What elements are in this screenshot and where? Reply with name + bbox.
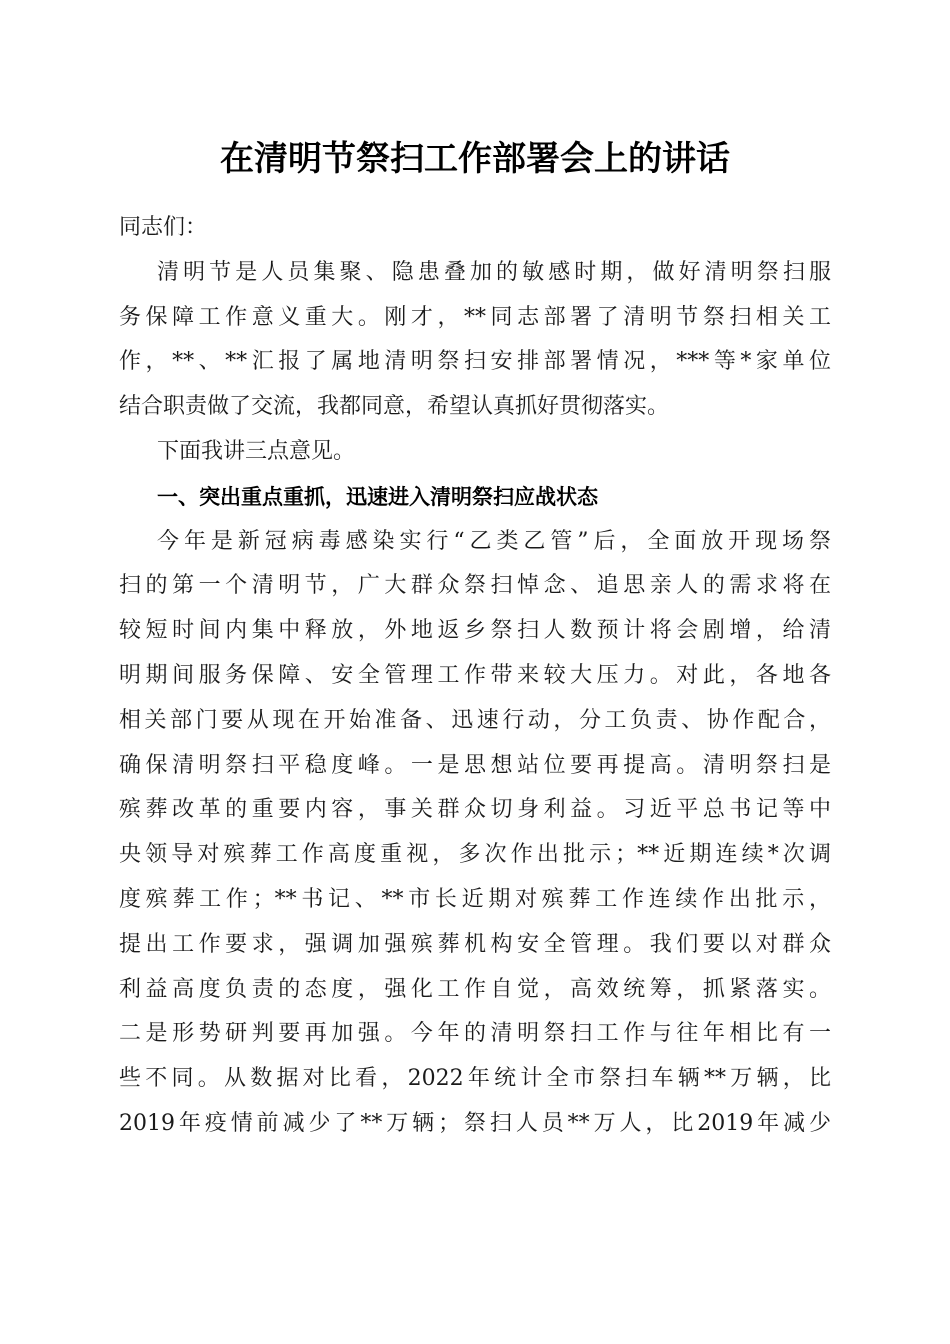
paragraph-line: 今年是新冠病毒感染实行“乙类乙管”后，全面放开现场祭 (157, 528, 831, 554)
paragraph-line: 清明节是人员集聚、隐患叠加的敏感时期，做好清明祭扫服 (157, 259, 831, 285)
paragraph-line: 殡葬改革的重要内容，事关群众切身利益。习近平总书记等中 (119, 797, 831, 823)
document-body (119, 206, 831, 1147)
paragraph-line: 利益高度负责的态度，强化工作自觉，高效统筹，抓紧落实。 (119, 976, 831, 1002)
paragraph-line: 扫的第一个清明节，广大群众祭扫悼念、追思亲人的需求将在 (119, 573, 831, 599)
paragraph-line: 务保障工作意义重大。刚才，**同志部署了清明节祭扫相关工 (119, 304, 831, 330)
paragraph-line: 提出工作要求，强调加强殡葬机构安全管理。我们要以对群众 (119, 931, 831, 957)
paragraph-line: 结合职责做了交流，我都同意，希望认真抓好贯彻落实。 (119, 394, 670, 420)
paragraph-line: 度殡葬工作；**书记、**市长近期对殡葬工作连续作出批示， (119, 886, 831, 912)
paragraph-line: 下面我讲三点意见。 (157, 438, 356, 464)
document-title: 在清明节祭扫工作部署会上的讲话 (220, 139, 730, 179)
section-heading: 一、突出重点重抓，迅速进入清明祭扫应战状态 (157, 484, 598, 509)
paragraph-line: 央领导对殡葬工作高度重视，多次作出批示；**近期连续*次调 (119, 842, 831, 868)
paragraph-line: 二是形势研判要再加强。今年的清明祭扫工作与往年相比有一 (119, 1021, 831, 1047)
paragraph-line: 较短时间内集中释放，外地返乡祭扫人数预计将会剧增，给清 (119, 618, 831, 644)
salutation-line: 同志们： (119, 215, 208, 240)
paragraph-line: 确保清明祭扫平稳度峰。一是思想站位要再提高。清明祭扫是 (119, 752, 831, 778)
paragraph-line: 些不同。从数据对比看，2022年统计全市祭扫车辆**万辆，比 (119, 1066, 831, 1092)
paragraph-line: 明期间服务保障、安全管理工作带来较大压力。对此，各地各 (119, 662, 831, 688)
paragraph-line: 相关部门要从现在开始准备、迅速行动，分工负责、协作配合， (119, 707, 831, 733)
paragraph-line: 作，**、**汇报了属地清明祭扫安排部署情况，***等*家单位 (119, 349, 831, 375)
paragraph-line: 2019年疫情前减少了**万辆；祭扫人员**万人，比2019年减少 (119, 1110, 831, 1136)
